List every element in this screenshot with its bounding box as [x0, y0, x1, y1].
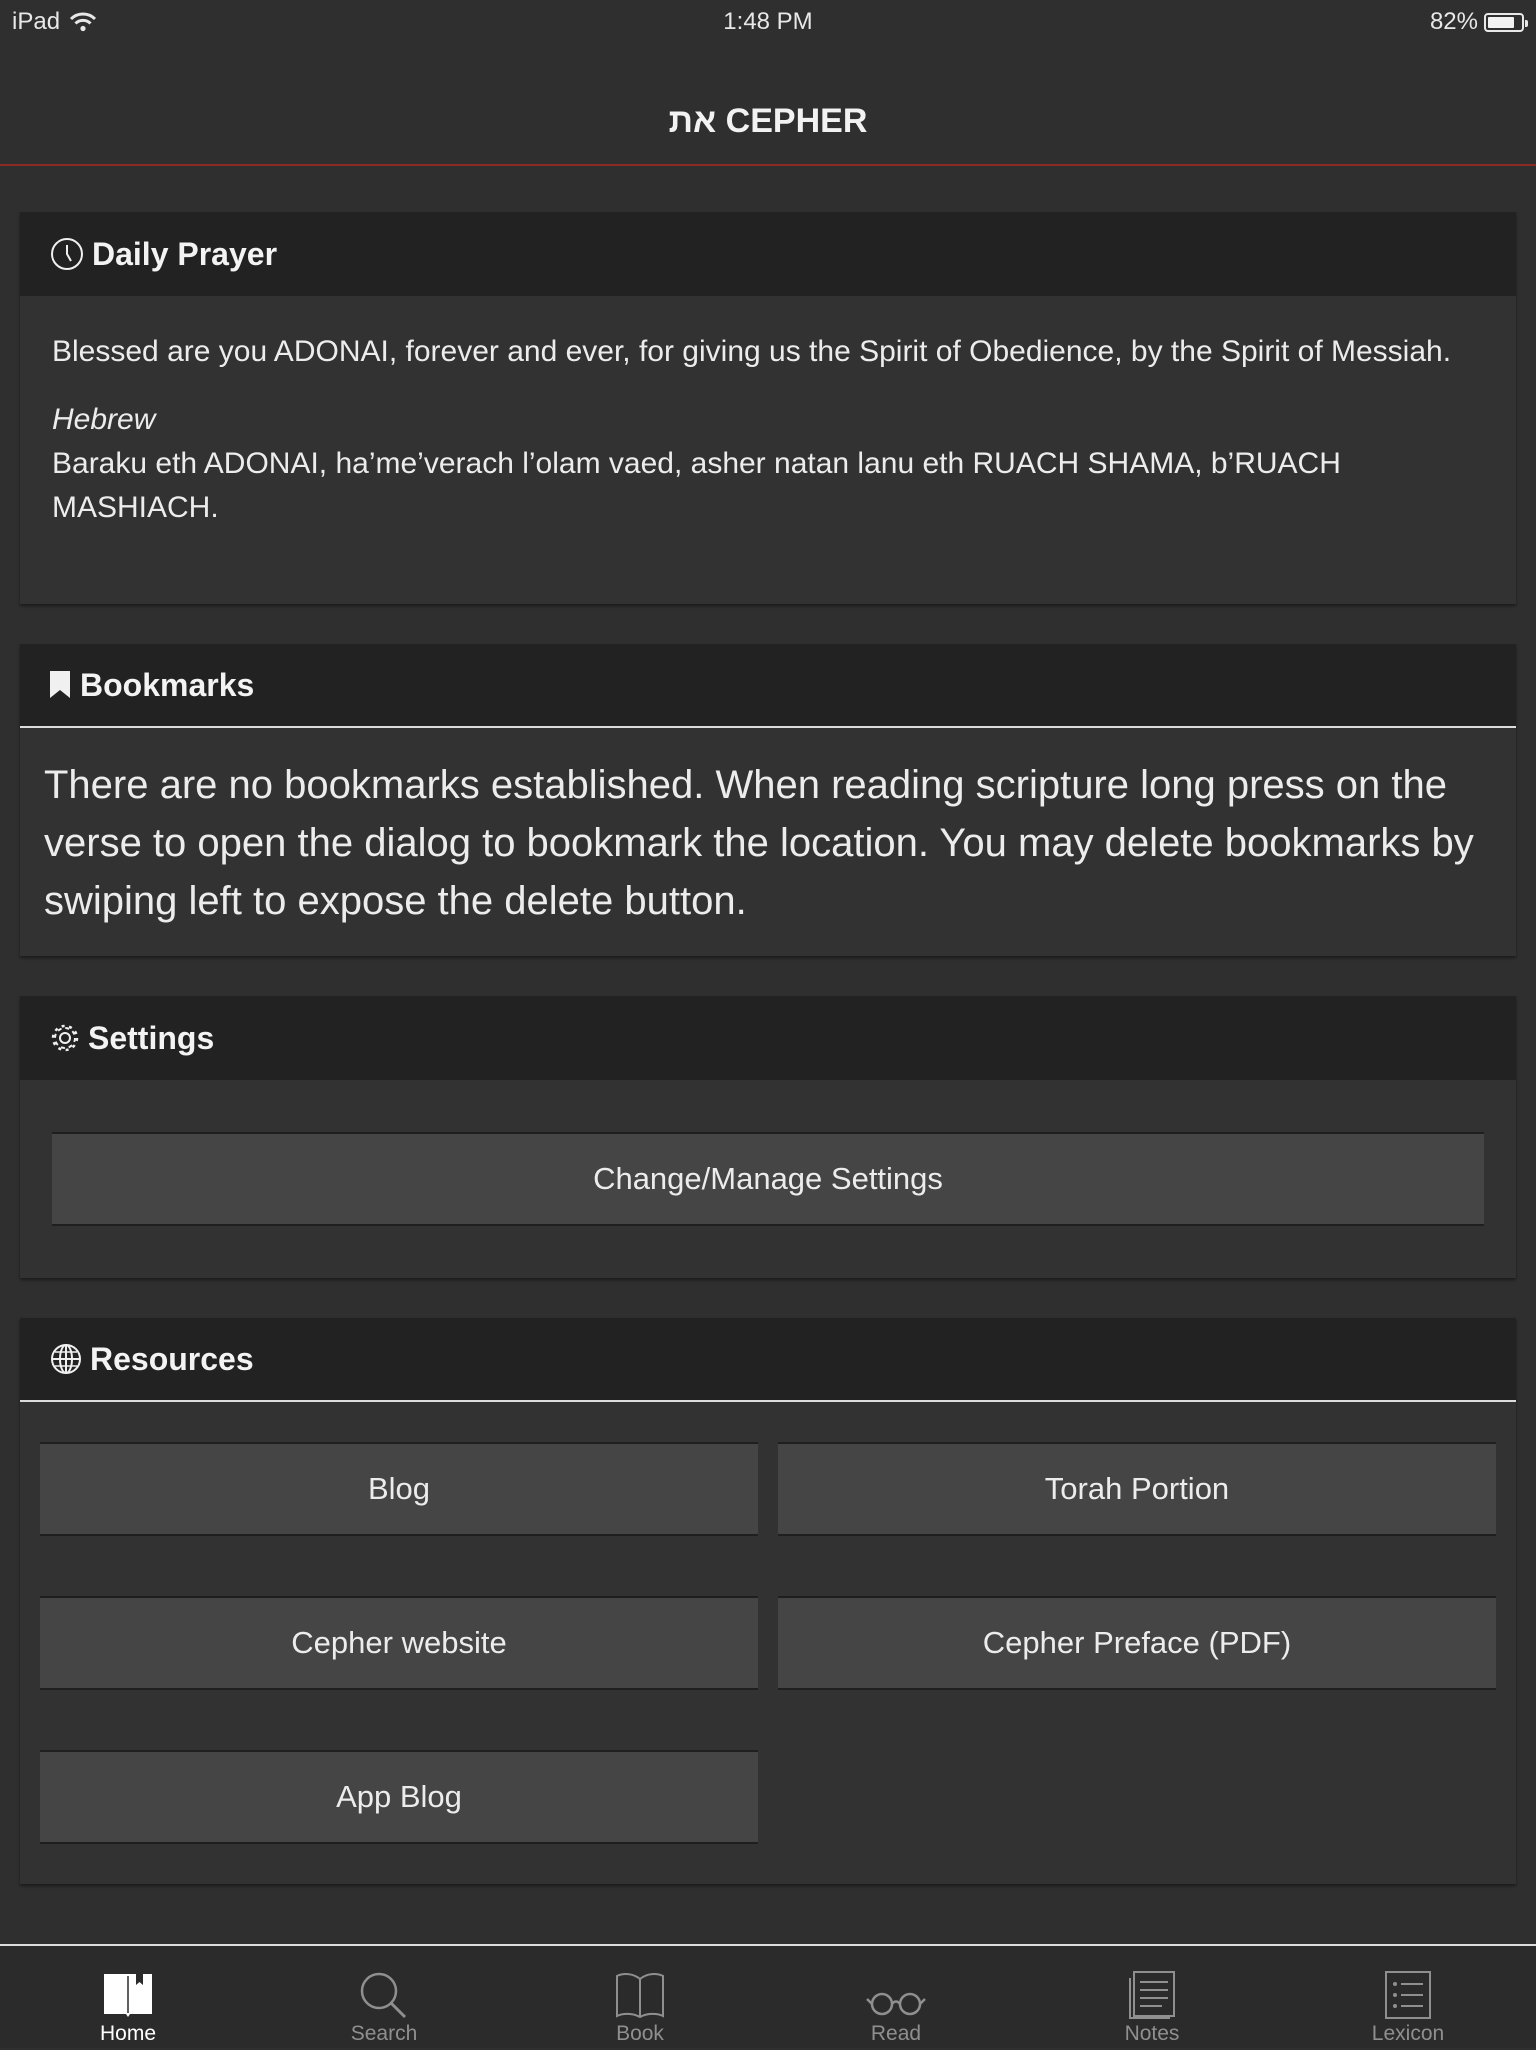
tab-lexicon[interactable] — [1280, 1966, 1536, 2050]
tab-read[interactable] — [768, 1966, 1024, 2050]
bookmarks-title: Bookmarks — [80, 666, 255, 703]
navigation-bar — [0, 42, 1536, 166]
cepher-preface-pdf-button[interactable]: Cepher Preface (PDF) — [778, 1596, 1496, 1690]
app-title: את CEPHER — [668, 102, 868, 140]
prayer-english-text: Blessed are you ADONAI, forever and ever, for giving us the Spirit of Obedience, by the Spirit of Messiah. — [52, 335, 1452, 368]
open-book-icon — [512, 1966, 768, 2020]
change-manage-settings-button[interactable]: Change/Manage Settings — [52, 1132, 1484, 1226]
prayer-hebrew-text: Baraku eth ADONAI, ha’me’verach l’olam vaed, asher natan lanu eth RUACH SHAMA, b’RUACH MASHIACH. — [52, 447, 1341, 524]
magnifier-icon — [256, 1966, 512, 2020]
battery-percent: 82% — [1429, 8, 1478, 35]
tab-home[interactable] — [0, 1966, 256, 2050]
home-book-icon — [0, 1966, 256, 2020]
tab-home-label: Home — [99, 2022, 157, 2045]
notes-icon — [1024, 1966, 1280, 2020]
prayer-hebrew-label: Hebrew — [52, 403, 156, 436]
list-icon — [1280, 1966, 1536, 2020]
app-blog-button[interactable]: App Blog — [40, 1750, 758, 1844]
blog-button[interactable]: Blog — [40, 1442, 758, 1536]
bookmark-icon — [48, 669, 72, 701]
tab-notes-label: Notes — [1124, 2022, 1180, 2045]
tab-search[interactable] — [256, 1966, 512, 2050]
tab-lexicon-label: Lexicon — [1371, 2022, 1445, 2045]
settings-title: Settings — [88, 1019, 215, 1056]
status-right — [1430, 8, 1524, 36]
daily-prayer-card — [20, 212, 1516, 604]
settings-header — [20, 996, 1516, 1080]
bookmarks-header — [20, 644, 1516, 728]
torah-portion-button[interactable]: Torah Portion — [778, 1442, 1496, 1536]
clock-icon — [50, 237, 84, 271]
tab-bar — [0, 1944, 1536, 2048]
settings-card — [20, 996, 1516, 1278]
battery-level-fill — [1488, 17, 1514, 28]
glasses-icon — [768, 1966, 1024, 2020]
bookmarks-card — [20, 644, 1516, 956]
tab-book[interactable] — [512, 1966, 768, 2050]
status-time: 1:48 PM — [723, 8, 813, 35]
battery-icon — [1484, 13, 1524, 32]
daily-prayer-body — [20, 296, 1516, 530]
resources-header — [20, 1318, 1516, 1402]
bookmarks-empty-message: There are no bookmarks established. When reading scripture long press on the verse to open the dialog to bookmark the location. You may delete bookmarks by swiping left to expose the delete button. — [44, 763, 1474, 923]
globe-icon — [50, 1343, 82, 1375]
status-bar — [0, 0, 1536, 42]
resources-card — [20, 1318, 1516, 1884]
device-name: iPad — [12, 8, 61, 35]
tab-notes[interactable] — [1024, 1966, 1280, 2050]
tab-book-label: Book — [616, 2022, 664, 2045]
daily-prayer-header — [20, 212, 1516, 296]
tab-search-label: Search — [350, 2022, 418, 2045]
tab-read-label: Read — [870, 2022, 922, 2045]
gear-icon — [50, 1023, 80, 1053]
daily-prayer-title: Daily Prayer — [92, 235, 278, 272]
resources-title: Resources — [90, 1340, 254, 1377]
cepher-website-button[interactable]: Cepher website — [40, 1596, 758, 1690]
